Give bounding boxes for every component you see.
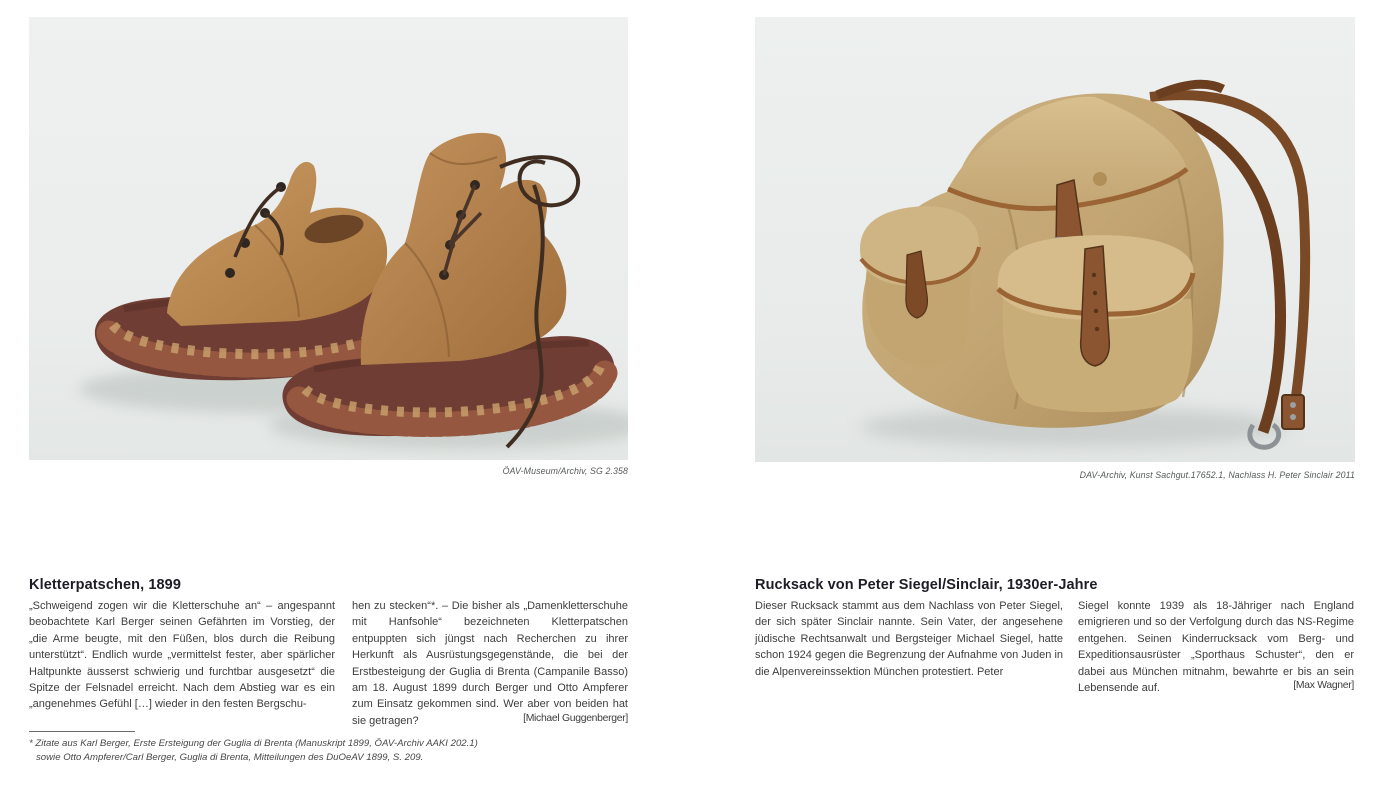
right-article-column-2-wrap xyxy=(1078,598,1354,695)
climbing-shoes-illustration xyxy=(29,17,628,460)
left-article-column-2-wrap xyxy=(352,598,628,727)
rucksack-photo xyxy=(755,17,1355,462)
climbing-shoes-photo xyxy=(29,17,628,460)
footnote xyxy=(29,737,604,764)
front-pocket xyxy=(998,235,1194,412)
left-figure-caption: ÖAV-Museum/Archiv, SG 2.358 xyxy=(502,466,628,476)
right-article-column-1: Dieser Rucksack stammt aus dem Nachlass von Peter Siegel, der sich später Sinclair nannte. Sein Vater, der angesehene jüdische Rechtsanwalt und Bergsteiger Michael Siegel, hatte schon 1924 gegen die Begrenzung der Aufnahme von Juden in die Alpenvereinssektion München protestiert. Peter xyxy=(755,600,1063,678)
footnote-line-1: * Zitate aus Karl Berger, Erste Ersteigung der Guglia di Brenta (Manuskript 1899, ÖAV-Archiv AAKI 202.1) xyxy=(29,738,478,749)
right-article-title: Rucksack von Peter Siegel/Sinclair, 1930er-Jahre xyxy=(755,577,1098,593)
left-article-column-1: „Schweigend zogen wir die Kletterschuhe an“ – angespannt beobachtete Karl Berger seinen Gefährten im Vorstieg, der „die Arme beugte, mit den Füßen, blos durch die Reibung unterstützt“. Endlich wurde „vermittelst fester, aber spärlicher Haltpunkte äusserst schwierig und furchtbar ausgesetzt“ die Spitze der Felsnadel erreicht. Nach dem Abstieg war es ein „angenehmes Gefühl […] wieder in den festen Bergschu- xyxy=(29,600,335,711)
left-article-title: Kletterpatschen, 1899 xyxy=(29,577,181,593)
left-article-column-2: hen zu stecken“*. – Die bisher als „Damenkletterschuhe mit Hanfsohle“ bezeichneten Kletterpatschen entpuppten sich jüngst nach Recherchen zu ihrer Herkunft als Ausrüstungsgegenstände, die bei der Erstbesteigung der Guglia di Brenta (Campanile Basso) am 18. August 1899 durch Berger und Otto Ampferer zum Einsatz gekommen sind. Wer aber von beiden hat sie getragen? xyxy=(352,600,628,727)
right-figure-caption: DAV-Archiv, Kunst Sachgut.17652.1, Nachlass H. Peter Sinclair 2011 xyxy=(1079,470,1355,480)
rucksack-illustration xyxy=(755,17,1355,462)
right-article-column-2: Siegel konnte 1939 als 18-Jähriger nach England emigrieren und so der Verfolgung durch das NS-Regime entgehen. Seinen Kinderrucksack vom Berg- und Expeditionsausrüster „Sporthaus Schuster“, den er dabei aus München mitnahm, bewahrte er bis an sein Lebensende auf. xyxy=(1078,600,1354,695)
footnote-divider xyxy=(29,731,135,732)
footnote-line-2: sowie Otto Ampferer/Carl Berger, Guglia di Brenta, Mitteilungen des DuOeAV 1899, S. 209. xyxy=(36,751,424,763)
right-article-author: [Max Wagner] xyxy=(1293,680,1354,692)
left-article-author: [Michael Guggenberger] xyxy=(523,712,628,724)
